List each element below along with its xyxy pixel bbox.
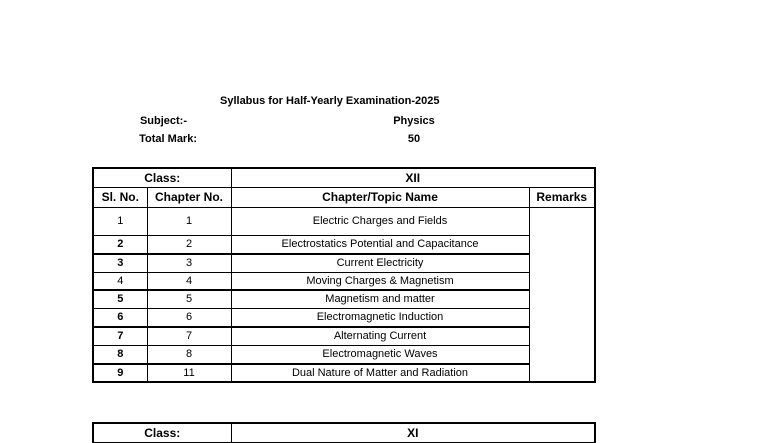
total-mark-value: 50 <box>407 133 421 145</box>
table-row <box>93 290 595 308</box>
topic-cell: Current Electricity <box>231 254 529 272</box>
class-value-cell: XII <box>231 168 595 187</box>
topic-cell: Moving Charges & Magnetism <box>231 272 529 290</box>
syllabus-table-class-xi <box>92 422 596 443</box>
sl-no-cell: 6 <box>93 308 147 327</box>
chapter-no-cell: 6 <box>147 308 231 327</box>
table-row <box>93 345 595 364</box>
sl-no-cell: 2 <box>93 235 147 254</box>
remarks-cell <box>529 207 595 382</box>
chapter-no-cell: 3 <box>147 254 231 272</box>
subject-label: Subject:- <box>139 115 187 127</box>
sl-no-cell: 7 <box>93 327 147 345</box>
table-row <box>93 235 595 254</box>
class-value-cell: XI <box>231 423 595 442</box>
table-row <box>93 364 595 382</box>
subject-value: Physics <box>393 115 435 127</box>
class-label-cell: Class: <box>93 168 231 187</box>
chapter-no-cell: 2 <box>147 235 231 254</box>
table-row <box>93 207 595 235</box>
sl-no-cell: 1 <box>93 207 147 235</box>
topic-cell: Electrostatics Potential and Capacitance <box>231 235 529 254</box>
table-row <box>93 272 595 290</box>
topic-cell: Dual Nature of Matter and Radiation <box>231 364 529 382</box>
sl-no-cell: 4 <box>93 272 147 290</box>
chapter-no-cell: 1 <box>147 207 231 235</box>
table-row <box>93 254 595 272</box>
header-sl-no: Sl. No. <box>93 187 147 207</box>
chapter-no-cell: 5 <box>147 290 231 308</box>
class-label-cell: Class: <box>93 423 231 442</box>
document-title: Syllabus for Half-Yearly Examination-2025 <box>220 95 440 107</box>
sl-no-cell: 9 <box>93 364 147 382</box>
chapter-no-cell: 11 <box>147 364 231 382</box>
topic-cell: Alternating Current <box>231 327 529 345</box>
table-row <box>93 308 595 327</box>
syllabus-table-class-xii <box>92 167 596 383</box>
chapter-no-cell: 7 <box>147 327 231 345</box>
topic-cell: Electromagnetic Induction <box>231 308 529 327</box>
topic-cell: Magnetism and matter <box>231 290 529 308</box>
total-mark-label: Total Mark: <box>139 133 197 145</box>
chapter-no-cell: 4 <box>147 272 231 290</box>
header-topic-name: Chapter/Topic Name <box>231 187 529 207</box>
header-remarks: Remarks <box>529 187 595 207</box>
sl-no-cell: 5 <box>93 290 147 308</box>
table-row <box>93 327 595 345</box>
topic-cell: Electromagnetic Waves <box>231 345 529 364</box>
chapter-no-cell: 8 <box>147 345 231 364</box>
header-chapter-no: Chapter No. <box>147 187 231 207</box>
topic-cell: Electric Charges and Fields <box>231 207 529 235</box>
sl-no-cell: 8 <box>93 345 147 364</box>
sl-no-cell: 3 <box>93 254 147 272</box>
